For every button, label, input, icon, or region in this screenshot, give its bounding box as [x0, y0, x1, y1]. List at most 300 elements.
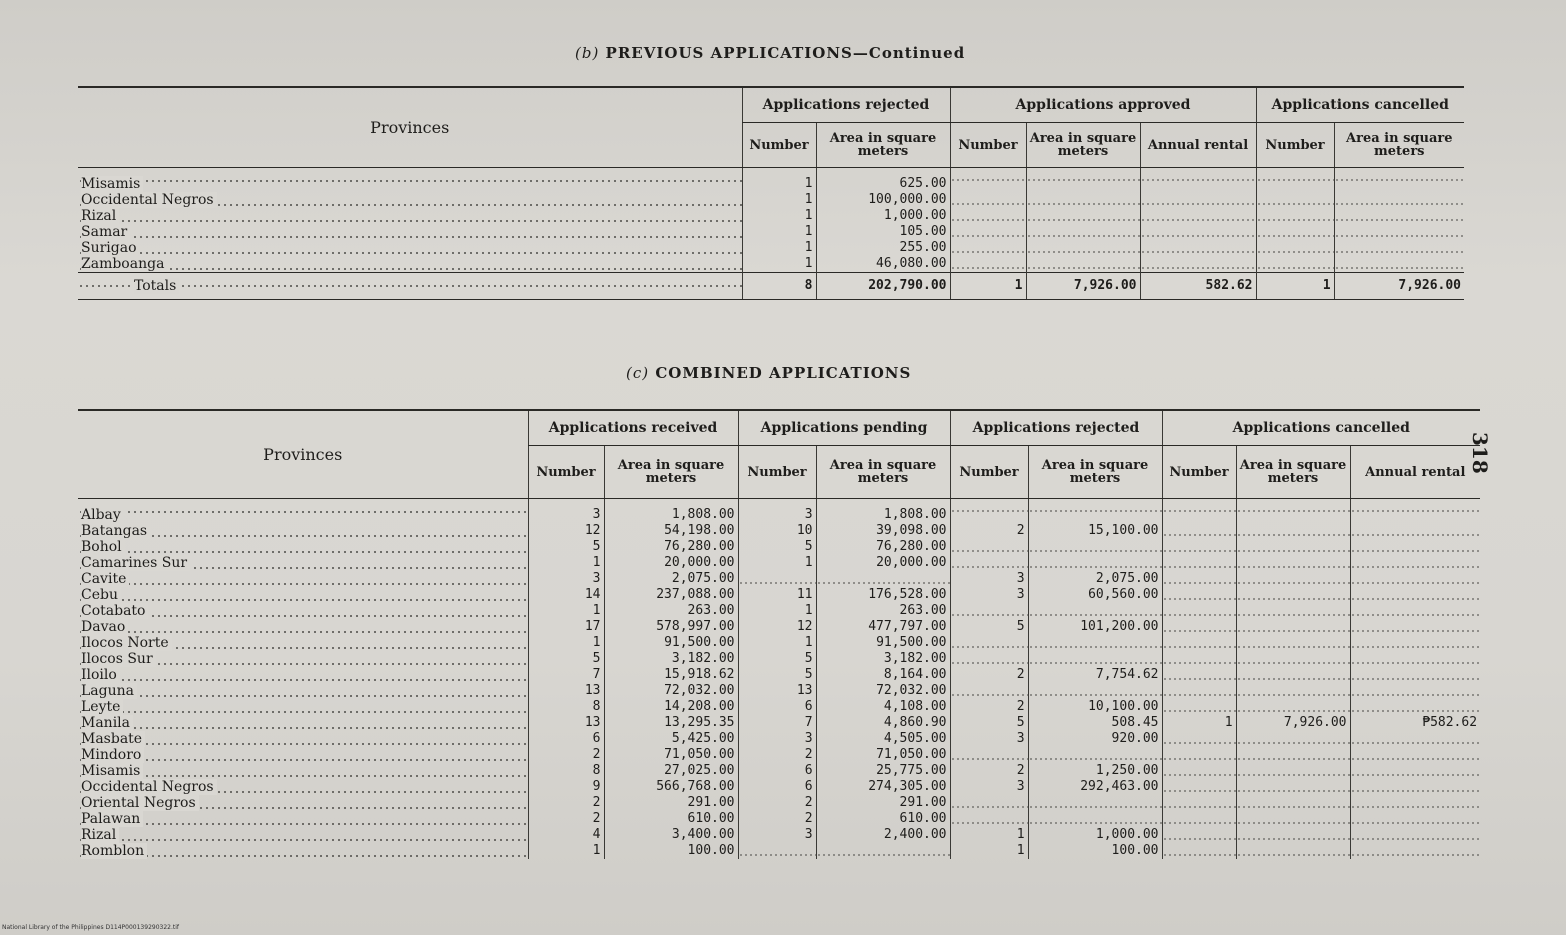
province-name: Manila — [81, 715, 133, 731]
rec-area-cell: 71,050.00 — [604, 747, 738, 763]
rec-area-cell: 100.00 — [604, 843, 738, 859]
can-num-cell — [1162, 795, 1236, 811]
table-row — [78, 635, 1480, 651]
province-cell — [78, 731, 528, 747]
rej-number-cell: 1 — [742, 168, 816, 193]
province-cell — [78, 699, 528, 715]
province-cell — [78, 168, 742, 193]
can-rental-cell — [1350, 523, 1480, 539]
rej-area-cell — [1028, 603, 1162, 619]
app-number-cell — [950, 192, 1026, 208]
can-number-header: Number — [1256, 123, 1334, 168]
rej-num-cell — [950, 499, 1028, 524]
can-rental-cell — [1350, 587, 1480, 603]
c-rejected-group-header: Applications rejected — [950, 410, 1162, 446]
can-num-cell — [1162, 827, 1236, 843]
provinces-header: Provinces — [78, 87, 742, 168]
rej-num-cell: 2 — [950, 699, 1028, 715]
rej-num-cell: 3 — [950, 779, 1028, 795]
app-area-cell — [1026, 224, 1140, 240]
province-name: Cebu — [81, 587, 121, 603]
pen-num-cell: 11 — [738, 587, 816, 603]
can-area-cell — [1334, 192, 1464, 208]
pen-area-cell: 20,000.00 — [816, 555, 950, 571]
app-number-cell — [950, 168, 1026, 193]
can-area-cell — [1236, 827, 1350, 843]
can-area-cell — [1236, 571, 1350, 587]
c-rej-area-header: Area in square meters — [1028, 446, 1162, 499]
combined-applications-table — [78, 409, 1480, 859]
rej-number-cell: 1 — [742, 256, 816, 273]
footer-credit: National Library of the Philippines D114P000139290322.tif — [2, 924, 180, 931]
rec-area-cell: 263.00 — [604, 603, 738, 619]
pen-area-cell: 72,032.00 — [816, 683, 950, 699]
rej-num-cell: 5 — [950, 715, 1028, 731]
rej-area-cell — [1028, 795, 1162, 811]
province-name: Cavite — [81, 571, 129, 587]
province-cell — [78, 747, 528, 763]
can-rental-cell — [1350, 635, 1480, 651]
rej-number-cell: 1 — [742, 240, 816, 256]
can-area-cell — [1236, 523, 1350, 539]
can-area-cell — [1334, 240, 1464, 256]
table-row — [78, 731, 1480, 747]
province-name: Occidental Negros — [81, 192, 217, 208]
can-number-cell — [1256, 208, 1334, 224]
rej-area-cell: 100.00 — [1028, 843, 1162, 859]
province-name: Samar — [81, 224, 130, 240]
rej-number-cell: 1 — [742, 208, 816, 224]
app-rental-cell — [1140, 224, 1256, 240]
can-rental-cell — [1350, 667, 1480, 683]
rec-area-cell: 237,088.00 — [604, 587, 738, 603]
can-num-cell — [1162, 499, 1236, 524]
rej-area-cell — [1028, 539, 1162, 555]
table-row — [78, 811, 1480, 827]
can-number-cell — [1256, 192, 1334, 208]
province-name: Misamis — [81, 176, 143, 192]
pen-num-cell: 5 — [738, 539, 816, 555]
rec-num-cell: 6 — [528, 731, 604, 747]
table-row — [78, 603, 1480, 619]
rej-area-cell: 920.00 — [1028, 731, 1162, 747]
table-row — [78, 827, 1480, 843]
province-cell — [78, 555, 528, 571]
table-row — [78, 747, 1480, 763]
can-area-cell — [1236, 635, 1350, 651]
rejected-group-header: Applications rejected — [742, 87, 950, 123]
can-rental-cell — [1350, 763, 1480, 779]
table-row — [78, 795, 1480, 811]
pen-area-cell: 1,808.00 — [816, 499, 950, 524]
province-name: Mindoro — [81, 747, 144, 763]
can-number-cell — [1256, 224, 1334, 240]
table-row — [78, 587, 1480, 603]
can-rental-cell — [1350, 827, 1480, 843]
can-number-cell — [1256, 240, 1334, 256]
can-num-cell — [1162, 667, 1236, 683]
pen-num-cell: 3 — [738, 827, 816, 843]
table-row — [78, 571, 1480, 587]
pen-num-cell: 2 — [738, 811, 816, 827]
can-num-cell — [1162, 763, 1236, 779]
rec-num-cell: 1 — [528, 635, 604, 651]
pen-area-cell: 3,182.00 — [816, 651, 950, 667]
app-area-cell — [1026, 240, 1140, 256]
pending-group-header: Applications pending — [738, 410, 950, 446]
app-rental-cell — [1140, 208, 1256, 224]
can-num-cell — [1162, 683, 1236, 699]
rec-area-cell: 54,198.00 — [604, 523, 738, 539]
rec-num-cell: 17 — [528, 619, 604, 635]
rej-area-cell: 10,100.00 — [1028, 699, 1162, 715]
rec-num-cell: 1 — [528, 603, 604, 619]
can-number-cell — [1256, 256, 1334, 273]
c-cancelled-group-header: Applications cancelled — [1162, 410, 1480, 446]
table-row — [78, 523, 1480, 539]
app-rental-header: Annual rental — [1140, 123, 1256, 168]
rec-area-cell: 578,997.00 — [604, 619, 738, 635]
app-number-cell — [950, 208, 1026, 224]
pen-area-cell: 610.00 — [816, 811, 950, 827]
rej-num-cell: 1 — [950, 843, 1028, 859]
province-name: Cotabato — [81, 603, 148, 619]
rec-area-cell: 14,208.00 — [604, 699, 738, 715]
rec-num-cell: 3 — [528, 499, 604, 524]
rej-number-cell: 1 — [742, 192, 816, 208]
app-area-header: Area in square meters — [1026, 123, 1140, 168]
rej-area-cell: 1,000.00 — [816, 208, 950, 224]
pen-num-cell: 7 — [738, 715, 816, 731]
rej-area-cell: 508.45 — [1028, 715, 1162, 731]
rec-num-cell: 9 — [528, 779, 604, 795]
rej-num-cell — [950, 651, 1028, 667]
can-area-header: Area in square meters — [1334, 123, 1464, 168]
rej-area-cell — [1028, 499, 1162, 524]
province-cell — [78, 240, 742, 256]
can-area-cell — [1236, 779, 1350, 795]
rej-area-cell: 255.00 — [816, 240, 950, 256]
app-rental-cell — [1140, 240, 1256, 256]
rec-area-cell: 291.00 — [604, 795, 738, 811]
table-row — [78, 843, 1480, 859]
rec-area-cell: 20,000.00 — [604, 555, 738, 571]
can-area-cell — [1236, 539, 1350, 555]
app-area-cell — [1026, 256, 1140, 273]
pen-area-cell: 4,108.00 — [816, 699, 950, 715]
app-number-header: Number — [950, 123, 1026, 168]
section-b-caption — [575, 44, 965, 62]
province-name: Batangas — [81, 523, 150, 539]
province-cell — [78, 539, 528, 555]
pen-area-cell: 4,860.90 — [816, 715, 950, 731]
can-area-cell — [1236, 843, 1350, 859]
rej-num-cell — [950, 747, 1028, 763]
rec-num-cell: 3 — [528, 571, 604, 587]
can-area-cell: 7,926.00 — [1236, 715, 1350, 731]
rec-area-cell: 1,808.00 — [604, 499, 738, 524]
pen-num-cell: 10 — [738, 523, 816, 539]
province-cell — [78, 715, 528, 731]
pen-area-cell — [816, 843, 950, 859]
pen-area-cell: 25,775.00 — [816, 763, 950, 779]
table-row — [78, 256, 1464, 273]
pen-area-cell: 291.00 — [816, 795, 950, 811]
pen-area-cell: 176,528.00 — [816, 587, 950, 603]
province-cell — [78, 587, 528, 603]
province-name: Bohol — [81, 539, 125, 555]
totals-row — [78, 273, 1464, 300]
pen-num-cell — [738, 571, 816, 587]
rej-area-cell — [1028, 651, 1162, 667]
rej-area-cell: 1,000.00 — [1028, 827, 1162, 843]
province-cell — [78, 619, 528, 635]
can-rental-cell — [1350, 699, 1480, 715]
rej-num-cell — [950, 555, 1028, 571]
pen-num-cell: 6 — [738, 699, 816, 715]
pen-area-cell: 274,305.00 — [816, 779, 950, 795]
can-rental-cell — [1350, 539, 1480, 555]
rej-num-cell — [950, 795, 1028, 811]
can-area-cell — [1236, 499, 1350, 524]
can-area-cell — [1236, 747, 1350, 763]
table-row — [78, 619, 1480, 635]
table-row — [78, 699, 1480, 715]
pen-num-cell: 5 — [738, 651, 816, 667]
pen-area-cell: 2,400.00 — [816, 827, 950, 843]
province-name: Surigao — [81, 240, 140, 256]
rej-num-cell: 2 — [950, 667, 1028, 683]
province-name: Oriental Negros — [81, 795, 199, 811]
can-area-cell — [1236, 651, 1350, 667]
can-rental-cell — [1350, 795, 1480, 811]
table-row — [78, 240, 1464, 256]
table-row — [78, 192, 1464, 208]
rej-area-cell — [1028, 811, 1162, 827]
can-area-cell — [1236, 731, 1350, 747]
rec-num-cell: 5 — [528, 651, 604, 667]
previous-applications-table — [78, 86, 1464, 300]
rec-num-cell: 13 — [528, 715, 604, 731]
rej-num-cell — [950, 683, 1028, 699]
pen-area-cell: 477,797.00 — [816, 619, 950, 635]
rej-num-cell: 2 — [950, 523, 1028, 539]
app-number-cell — [950, 224, 1026, 240]
app-area-cell — [1026, 192, 1140, 208]
rej-area-cell — [1028, 635, 1162, 651]
can-num-cell — [1162, 619, 1236, 635]
rej-area-header: Area in square meters — [816, 123, 950, 168]
table-row — [78, 499, 1480, 524]
can-num-cell — [1162, 651, 1236, 667]
rej-area-cell: 46,080.00 — [816, 256, 950, 273]
can-rental-cell — [1350, 747, 1480, 763]
app-area-cell — [1026, 168, 1140, 193]
section-c-caption — [626, 364, 911, 382]
rej-area-cell: 105.00 — [816, 224, 950, 240]
total-can-area: 7,926.00 — [1334, 273, 1464, 300]
province-cell — [78, 603, 528, 619]
section-c-letter: (c) — [626, 364, 650, 382]
can-area-cell — [1236, 587, 1350, 603]
rej-area-cell: 15,100.00 — [1028, 523, 1162, 539]
total-can-num: 1 — [1256, 273, 1334, 300]
c-rej-number-header: Number — [950, 446, 1028, 499]
rec-area-header: Area in square meters — [604, 446, 738, 499]
pen-num-cell: 2 — [738, 795, 816, 811]
can-area-cell — [1236, 763, 1350, 779]
section-b-title: PREVIOUS APPLICATIONS—Continued — [605, 44, 966, 62]
table-row — [78, 763, 1480, 779]
can-area-cell — [1236, 619, 1350, 635]
c-can-rental-header: Annual rental — [1350, 446, 1480, 499]
province-cell — [78, 224, 742, 240]
rej-num-cell: 3 — [950, 587, 1028, 603]
can-num-cell — [1162, 587, 1236, 603]
can-num-cell — [1162, 779, 1236, 795]
can-area-cell — [1236, 795, 1350, 811]
can-area-cell — [1236, 811, 1350, 827]
can-num-cell — [1162, 571, 1236, 587]
can-area-cell — [1236, 603, 1350, 619]
section-b-letter: (b) — [575, 44, 600, 62]
province-cell — [78, 763, 528, 779]
can-num-cell — [1162, 843, 1236, 859]
province-name: Ilocos Sur — [81, 651, 156, 667]
table-row — [78, 715, 1480, 731]
rec-area-cell: 2,075.00 — [604, 571, 738, 587]
total-rej-area: 202,790.00 — [816, 273, 950, 300]
pen-area-cell: 4,505.00 — [816, 731, 950, 747]
rec-num-cell: 5 — [528, 539, 604, 555]
pen-num-cell: 1 — [738, 603, 816, 619]
rec-area-cell: 76,280.00 — [604, 539, 738, 555]
combined-applications-body — [78, 499, 1480, 860]
can-area-cell — [1334, 224, 1464, 240]
province-cell — [78, 683, 528, 699]
province-name: Laguna — [81, 683, 137, 699]
can-num-cell — [1162, 523, 1236, 539]
rej-area-cell — [1028, 683, 1162, 699]
rec-area-cell: 27,025.00 — [604, 763, 738, 779]
can-num-cell — [1162, 699, 1236, 715]
rej-area-cell: 100,000.00 — [816, 192, 950, 208]
pen-num-cell: 3 — [738, 731, 816, 747]
province-cell — [78, 523, 528, 539]
province-cell — [78, 827, 528, 843]
table-row — [78, 667, 1480, 683]
rej-num-cell: 3 — [950, 571, 1028, 587]
can-num-cell — [1162, 603, 1236, 619]
province-name: Camarines Sur — [81, 555, 190, 571]
province-name: Zamboanga — [81, 256, 167, 272]
can-number-cell — [1256, 168, 1334, 193]
rej-num-cell: 2 — [950, 763, 1028, 779]
can-num-cell — [1162, 811, 1236, 827]
rec-num-cell: 1 — [528, 843, 604, 859]
rej-area-cell — [1028, 555, 1162, 571]
c-can-number-header: Number — [1162, 446, 1236, 499]
rec-area-cell: 3,400.00 — [604, 827, 738, 843]
pen-num-cell: 3 — [738, 499, 816, 524]
can-rental-cell — [1350, 811, 1480, 827]
rec-area-cell: 566,768.00 — [604, 779, 738, 795]
pen-area-cell — [816, 571, 950, 587]
rec-num-cell: 4 — [528, 827, 604, 843]
rec-num-cell: 1 — [528, 555, 604, 571]
app-rental-cell — [1140, 256, 1256, 273]
pen-area-cell: 263.00 — [816, 603, 950, 619]
rej-num-cell: 5 — [950, 619, 1028, 635]
province-name: Misamis — [81, 763, 143, 779]
rej-num-cell — [950, 603, 1028, 619]
province-name: Ilocos Norte — [81, 635, 172, 651]
pen-num-cell: 6 — [738, 779, 816, 795]
can-area-cell — [1236, 667, 1350, 683]
province-cell — [78, 208, 742, 224]
rec-num-cell: 8 — [528, 699, 604, 715]
province-name: Occidental Negros — [81, 779, 217, 795]
table-row — [78, 683, 1480, 699]
can-area-cell — [1334, 168, 1464, 193]
app-rental-cell — [1140, 192, 1256, 208]
can-rental-cell — [1350, 603, 1480, 619]
table-row — [78, 539, 1480, 555]
province-name: Rizal — [81, 208, 119, 224]
total-rej-num: 8 — [742, 273, 816, 300]
rej-area-cell: 101,200.00 — [1028, 619, 1162, 635]
rej-num-cell: 3 — [950, 731, 1028, 747]
rej-area-cell: 60,560.00 — [1028, 587, 1162, 603]
app-number-cell — [950, 240, 1026, 256]
section-c-title: COMBINED APPLICATIONS — [655, 364, 912, 382]
province-cell — [78, 192, 742, 208]
rej-number-cell: 1 — [742, 224, 816, 240]
can-rental-cell — [1350, 683, 1480, 699]
province-cell — [78, 843, 528, 859]
rec-area-cell: 72,032.00 — [604, 683, 738, 699]
rej-area-cell — [1028, 747, 1162, 763]
can-area-cell — [1334, 256, 1464, 273]
can-area-cell — [1236, 699, 1350, 715]
pen-num-cell — [738, 843, 816, 859]
rec-area-cell: 5,425.00 — [604, 731, 738, 747]
province-name: Masbate — [81, 731, 145, 747]
can-area-cell — [1236, 683, 1350, 699]
province-name: Romblon — [81, 843, 147, 859]
total-app-area: 7,926.00 — [1026, 273, 1140, 300]
rej-area-cell: 292,463.00 — [1028, 779, 1162, 795]
can-num-cell — [1162, 747, 1236, 763]
can-rental-cell — [1350, 843, 1480, 859]
can-rental-cell — [1350, 619, 1480, 635]
pen-num-cell: 1 — [738, 635, 816, 651]
can-area-cell — [1236, 555, 1350, 571]
table-row — [78, 168, 1464, 193]
province-cell — [78, 635, 528, 651]
app-number-cell — [950, 256, 1026, 273]
table-row — [78, 224, 1464, 240]
province-cell — [78, 795, 528, 811]
rec-num-cell: 12 — [528, 523, 604, 539]
pen-area-cell: 71,050.00 — [816, 747, 950, 763]
pen-area-header: Area in square meters — [816, 446, 950, 499]
rec-area-cell: 610.00 — [604, 811, 738, 827]
c-can-area-header: Area in square meters — [1236, 446, 1350, 499]
province-cell — [78, 811, 528, 827]
total-app-num: 1 — [950, 273, 1026, 300]
app-rental-cell — [1140, 168, 1256, 193]
